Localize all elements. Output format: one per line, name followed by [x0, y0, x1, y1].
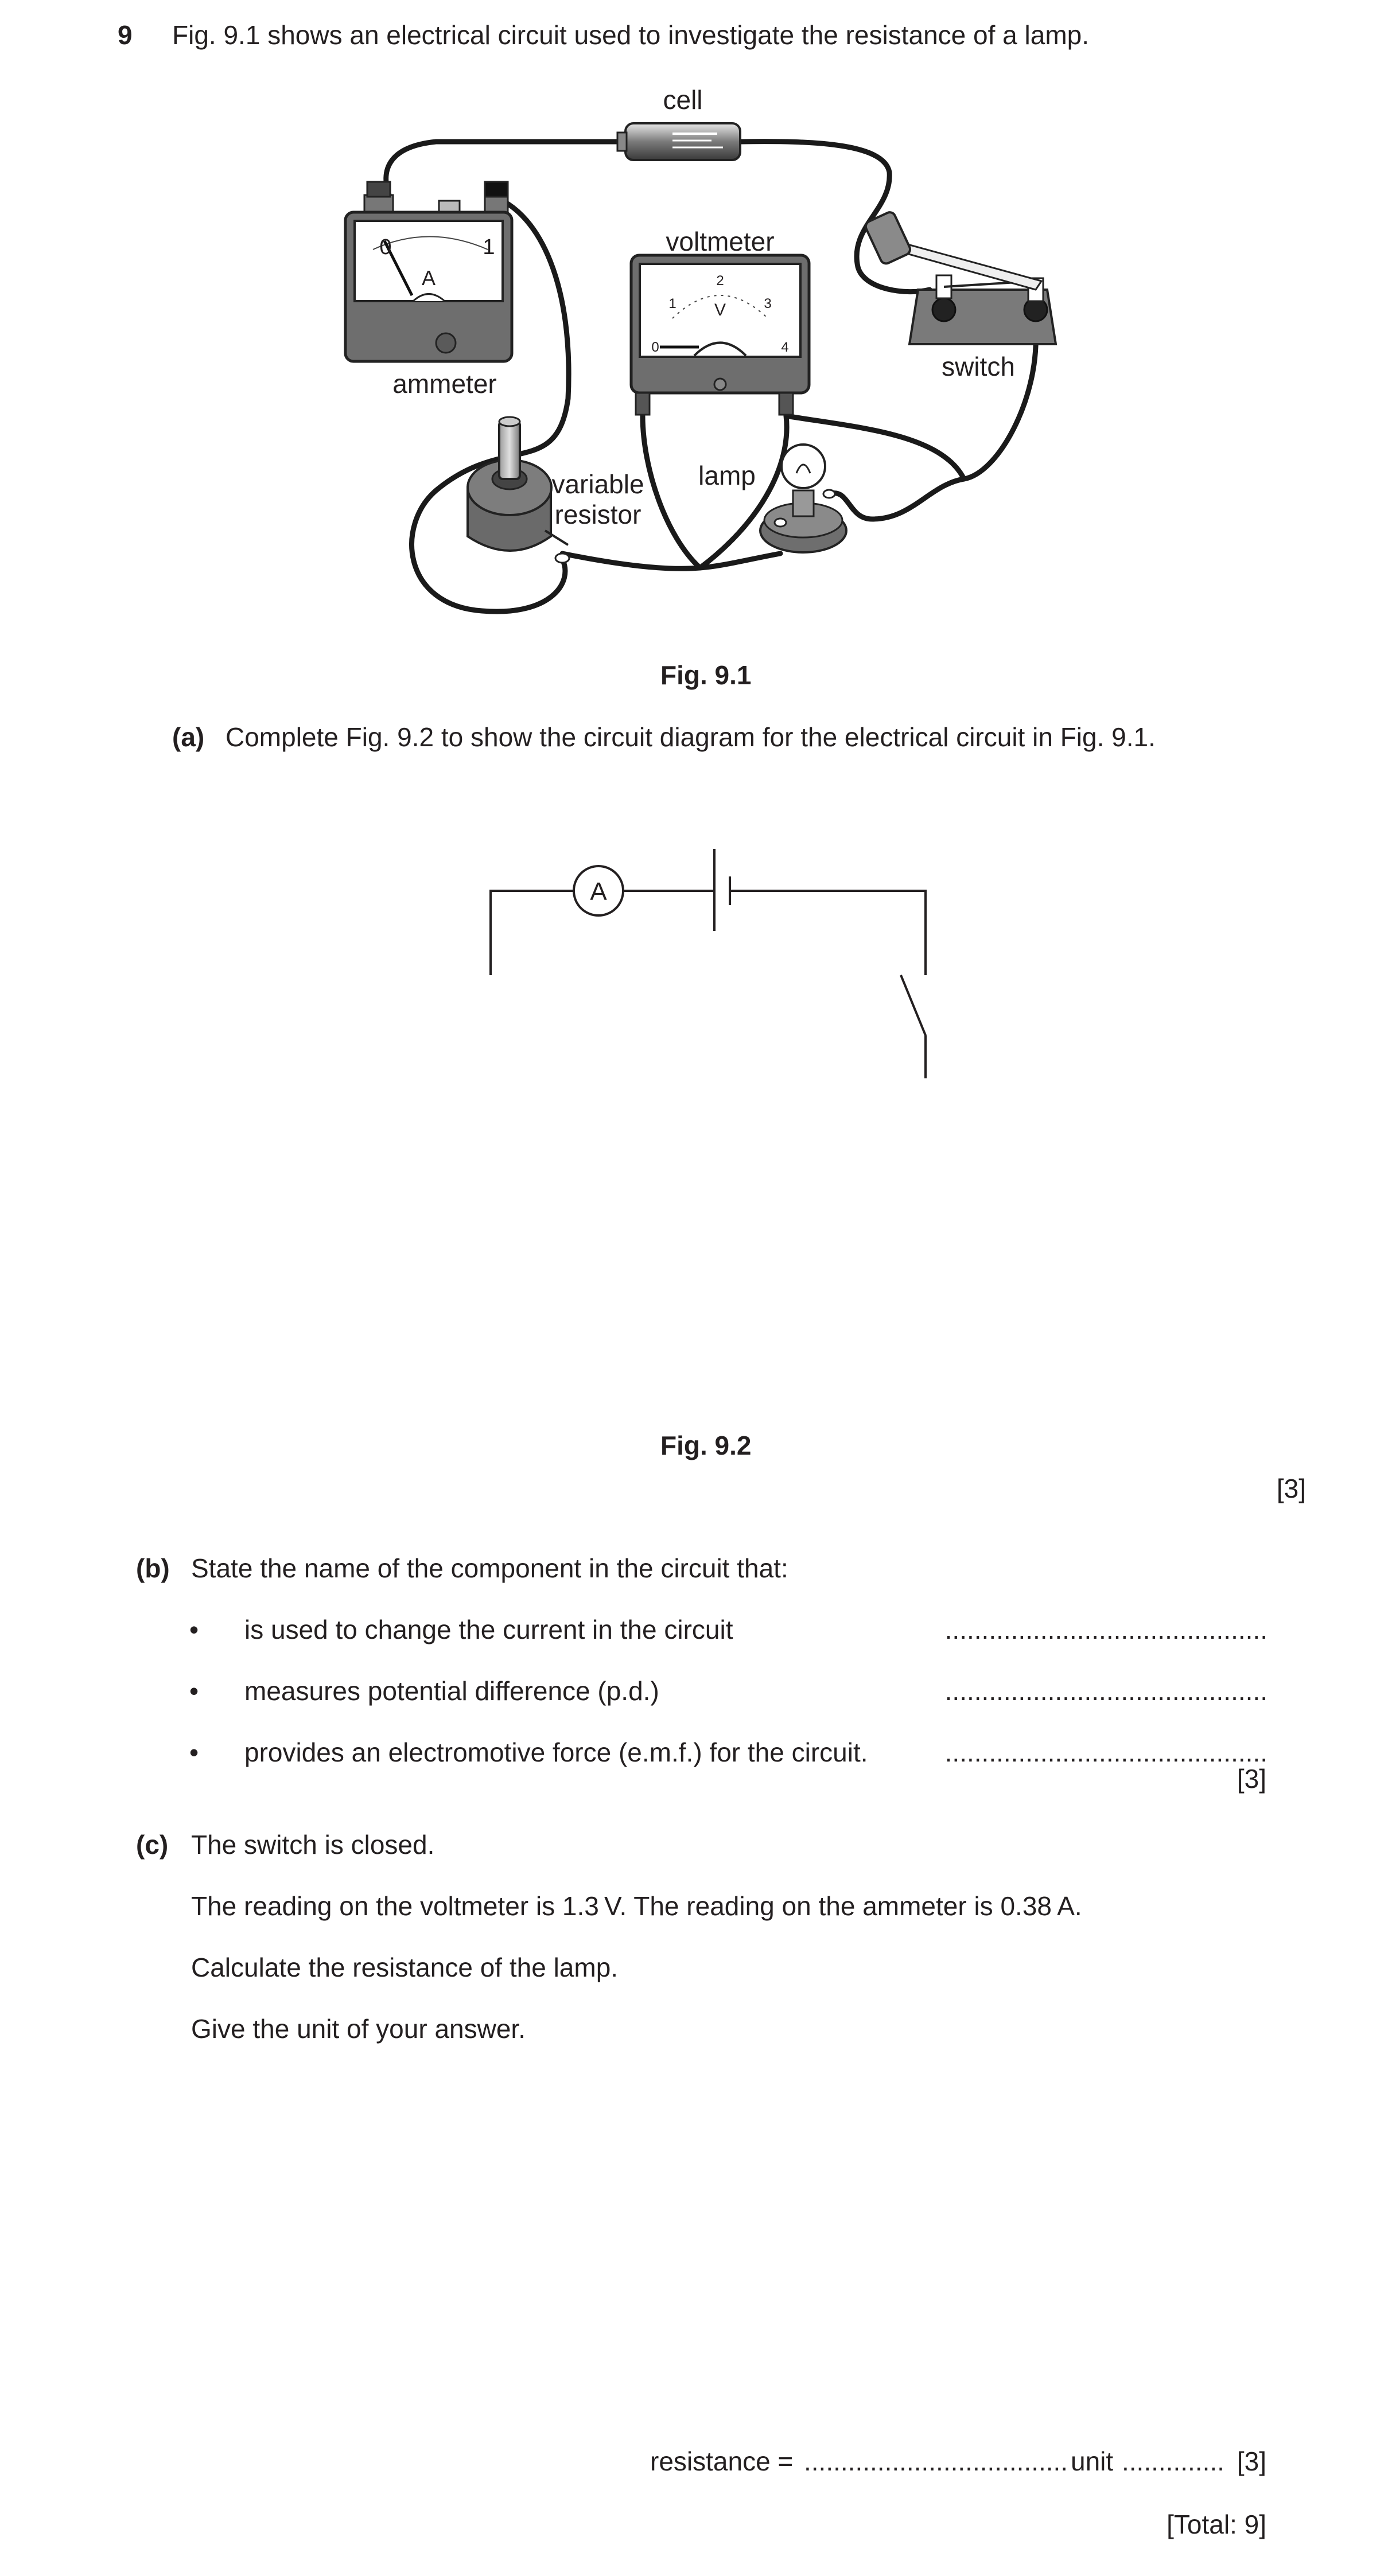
voltmeter-unit: V	[714, 301, 726, 319]
ammeter-unit: A	[421, 266, 436, 290]
answer-line-2[interactable]: ............................................	[944, 1676, 1268, 1706]
left-wire	[491, 891, 574, 975]
resistance-answer-blank[interactable]: ....................................	[804, 2446, 1068, 2476]
bullet: •	[189, 1615, 199, 1644]
answer-line-3[interactable]: ............................................	[944, 1737, 1268, 1767]
variable-label: variable	[551, 469, 644, 499]
bullet: •	[189, 1676, 199, 1706]
right-wire	[730, 891, 926, 975]
part-c-line-4: Give the unit of your answer.	[191, 2014, 526, 2044]
ammeter-label: ammeter	[392, 369, 497, 399]
resistor-label: resistor	[554, 500, 641, 529]
switch-lever	[901, 975, 926, 1035]
part-c-marks: [3]	[1237, 2446, 1266, 2476]
voltmeter-tick-4: 4	[781, 340, 789, 355]
total-marks: [Total: 9]	[1167, 2509, 1266, 2539]
voltmeter-tick-2: 2	[716, 273, 724, 289]
answer-line-1[interactable]: ............................................	[944, 1615, 1268, 1644]
part-b-text: State the name of the component in the circuit that:	[191, 1553, 788, 1583]
figure-9-1	[321, 77, 1113, 628]
part-a-label: (a)	[172, 722, 205, 752]
switch-illustration	[864, 211, 1056, 344]
figure-9-2-circuit	[482, 837, 941, 1078]
unit-label: unit	[1071, 2446, 1114, 2476]
part-c-line-3: Calculate the resistance of the lamp.	[191, 1953, 619, 1982]
lamp-label: lamp	[698, 461, 756, 490]
unit-answer-blank[interactable]: ..............	[1122, 2446, 1224, 2476]
switch-label: switch	[942, 352, 1015, 381]
part-c-label: (c)	[136, 1830, 169, 1860]
part-c-line-2: The reading on the voltmeter is 1.3 V. The reading on the ammeter is 0.38 A.	[191, 1891, 1082, 1921]
fig-9-2-caption: Fig. 9.2	[660, 1431, 752, 1460]
bullet: •	[189, 1737, 199, 1767]
question-intro: Fig. 9.1 shows an electrical circuit used to investigate the resistance of a lamp.	[172, 20, 1090, 50]
part-a-marks: [3]	[1276, 1474, 1306, 1503]
ammeter-symbol-label: A	[590, 878, 607, 906]
part-b-item-2: measures potential difference (p.d.)	[244, 1676, 659, 1706]
part-b-item-3: provides an electromotive force (e.m.f.) for the circuit.	[244, 1737, 868, 1767]
part-c-line-1: The switch is closed.	[191, 1830, 435, 1860]
part-b-item-1: is used to change the current in the circuit	[244, 1615, 733, 1644]
ammeter-scale-min: 0	[379, 235, 392, 259]
resistance-answer-label: resistance =	[650, 2446, 794, 2476]
part-b-marks: [3]	[1237, 1764, 1266, 1794]
cell-label: cell	[663, 85, 703, 115]
fig-9-1-caption: Fig. 9.1	[660, 660, 752, 690]
question-number: 9	[118, 20, 133, 50]
part-a-text: Complete Fig. 9.2 to show the circuit diagram for the electrical circuit in Fig. 9.1.	[225, 722, 1156, 752]
ammeter-scale-max: 1	[483, 235, 495, 259]
cell-illustration	[617, 123, 740, 160]
voltmeter-tick-0: 0	[651, 340, 659, 355]
voltmeter-label: voltmeter	[666, 227, 775, 256]
voltmeter-tick-1: 1	[668, 296, 676, 311]
voltmeter-tick-3: 3	[764, 296, 772, 311]
part-b-label: (b)	[136, 1553, 170, 1583]
lamp-illustration	[760, 445, 846, 552]
